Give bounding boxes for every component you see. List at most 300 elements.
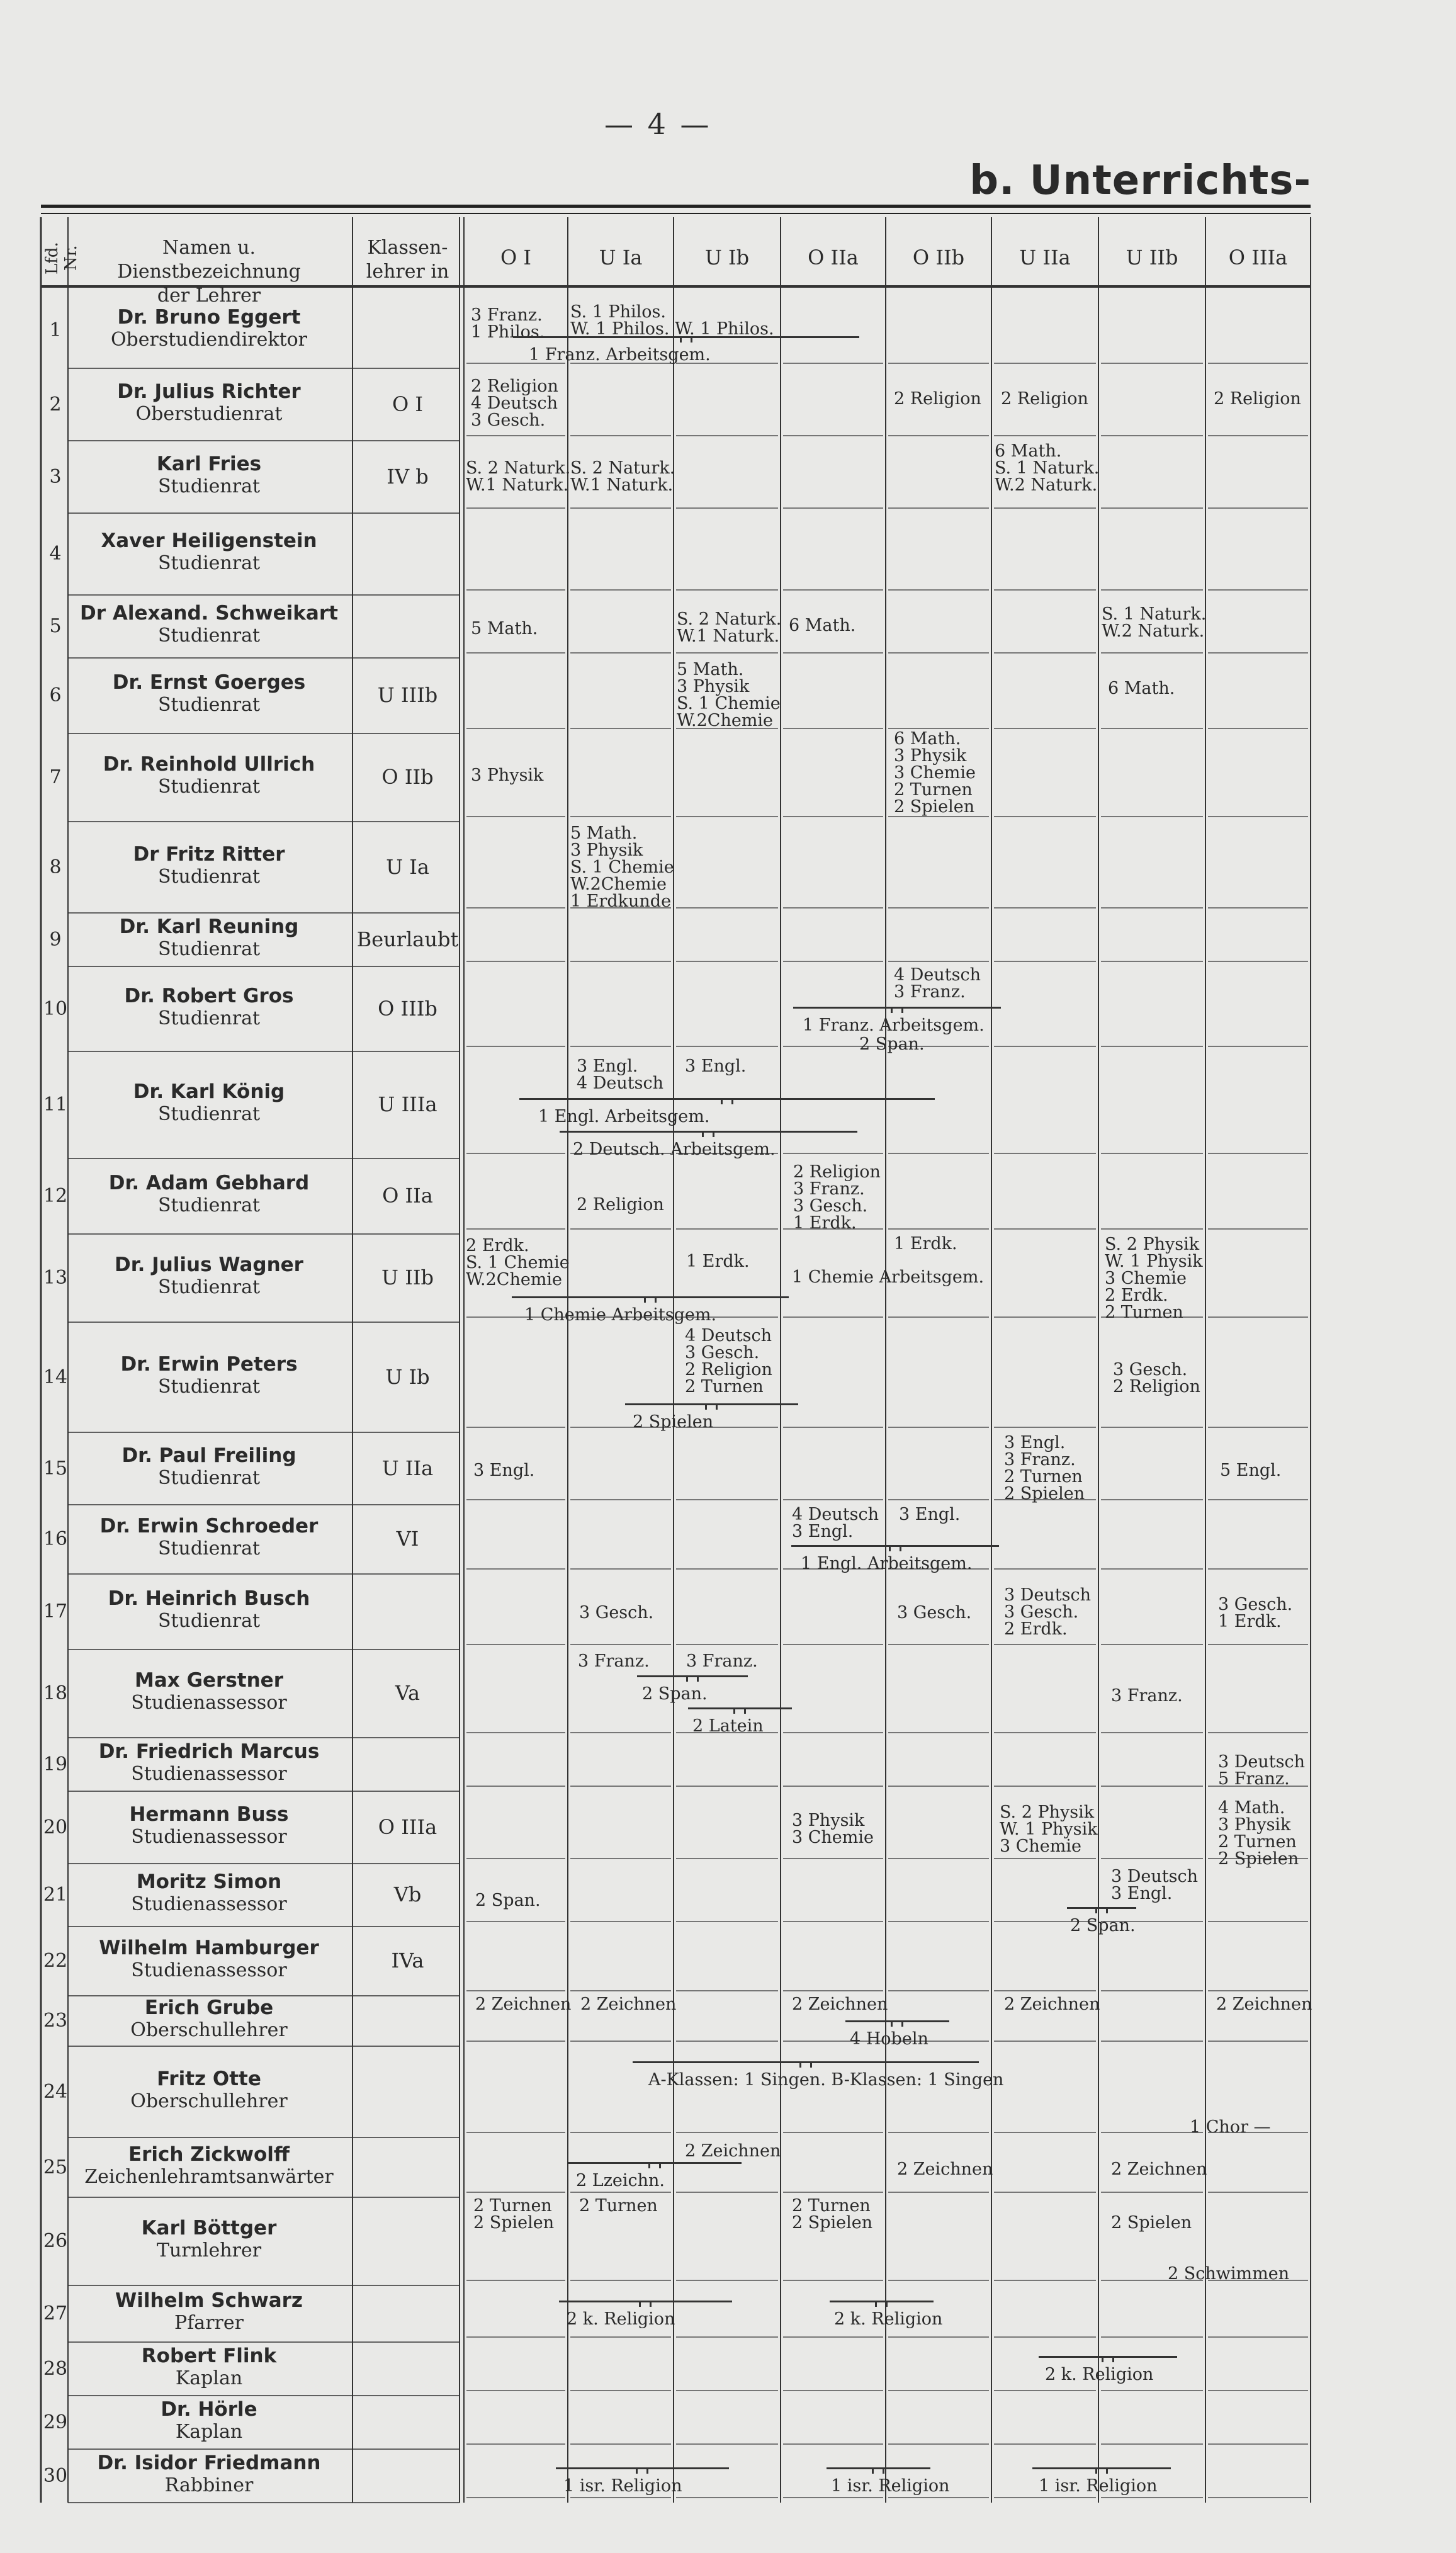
teacher-title: Studienrat bbox=[157, 625, 261, 647]
header-class-uiia: U IIa bbox=[1019, 246, 1071, 269]
lesson-line: 3 Physik bbox=[677, 677, 750, 696]
lesson-line: 2 Erdk. bbox=[466, 1236, 529, 1255]
teacher-title: Studienassessor bbox=[131, 1893, 287, 1915]
lesson-line: 3 Physik bbox=[570, 841, 643, 860]
teacher-name: Dr Fritz Ritter bbox=[133, 842, 285, 866]
lesson-entry bbox=[1218, 1596, 1292, 1630]
teacher-title: Studienassessor bbox=[131, 1825, 287, 1848]
lesson-entry bbox=[1214, 390, 1301, 407]
brace bbox=[1067, 1907, 1136, 1920]
lesson-line: W.2 Naturk. bbox=[1102, 621, 1205, 641]
lesson-entry bbox=[577, 1058, 663, 1092]
row-number: 17 bbox=[43, 1600, 68, 1622]
lesson-line: W.2Chemie bbox=[466, 1270, 563, 1289]
lesson-entry bbox=[792, 1812, 874, 1846]
lesson-line: 3 Engl. bbox=[899, 1505, 961, 1524]
row-number: 25 bbox=[43, 2156, 68, 2178]
row-number: 2 bbox=[49, 393, 62, 416]
teacher-name: Dr. Reinhold Ullrich bbox=[103, 753, 315, 776]
row-number: 26 bbox=[43, 2230, 68, 2252]
lesson-line: 2 Erdk. bbox=[1105, 1286, 1168, 1305]
row-number: 3 bbox=[49, 465, 62, 488]
lesson-entry bbox=[792, 1269, 984, 1286]
header-class-oiia: O IIa bbox=[808, 246, 859, 269]
lesson-entry bbox=[1220, 1462, 1281, 1479]
lesson-line: 1 isr. Religion bbox=[563, 2476, 682, 2496]
lesson-line: 5 Math. bbox=[570, 824, 638, 843]
lesson-line: S. 2 Naturk. bbox=[677, 609, 782, 629]
brace bbox=[791, 1545, 999, 1558]
brace bbox=[845, 2020, 949, 2034]
teacher-name: Karl Fries bbox=[156, 452, 262, 475]
teacher-title: Rabbiner bbox=[164, 2474, 254, 2496]
teacher-title: Studienrat bbox=[157, 1007, 261, 1029]
klassenlehrer: O I bbox=[392, 392, 424, 416]
lesson-line: 3 Physik bbox=[792, 1811, 865, 1830]
teacher-name: Dr. Erwin Peters bbox=[120, 1352, 298, 1376]
lesson-line: A-Klassen: 1 Singen. B-Klassen: 1 Singen bbox=[648, 2070, 1004, 2090]
lesson-entry bbox=[471, 378, 558, 429]
lesson-line: 4 Math. bbox=[1218, 1798, 1285, 1818]
lesson-line: 3 Gesch. bbox=[471, 410, 546, 430]
teacher-title: Studienassessor bbox=[131, 1959, 287, 1981]
lesson-line: 3 Franz. bbox=[686, 1651, 758, 1671]
lesson-line: 6 Math. bbox=[789, 616, 856, 635]
row-number: 30 bbox=[43, 2464, 68, 2487]
lesson-line: 2 Spielen bbox=[473, 2213, 555, 2233]
klassenlehrer: O IIb bbox=[381, 765, 434, 789]
lesson-line: 2 Span. bbox=[1070, 1916, 1136, 1935]
lesson-line: 2 Turnen bbox=[579, 2196, 658, 2216]
lesson-line: 3 Gesch. bbox=[1113, 1360, 1188, 1379]
lesson-line: S. 2 Physik bbox=[1105, 1235, 1200, 1254]
header-name-line1: Namen u. Dienstbezeichnung bbox=[117, 237, 301, 283]
lesson-entry bbox=[995, 443, 1099, 494]
lesson-entry bbox=[686, 1653, 758, 1670]
header-class-uia: U Ia bbox=[599, 246, 643, 269]
lesson-line: 2 Zeichnen bbox=[685, 2141, 781, 2161]
lesson-line: 3 Engl. bbox=[792, 1522, 854, 1541]
lesson-line: 2 Zeichnen bbox=[580, 1995, 677, 2014]
teacher-title: Studienrat bbox=[157, 865, 261, 888]
lesson-entry bbox=[580, 1996, 676, 2013]
row-number: 20 bbox=[43, 1816, 68, 1838]
lesson-line: 4 Deutsch bbox=[894, 965, 981, 985]
lesson-line: S. 1 Chemie bbox=[466, 1253, 570, 1272]
teacher-title: Turnlehrer bbox=[156, 2239, 262, 2261]
lesson-line: S. 1 Philos. bbox=[570, 302, 666, 322]
lesson-line: W. 1 Physik bbox=[1105, 1252, 1203, 1271]
lesson-line: 2 Turnen bbox=[1004, 1467, 1083, 1486]
lesson-line: 2 Spielen bbox=[792, 2213, 873, 2233]
lesson-line: 6 Math. bbox=[894, 729, 961, 749]
lesson-entry bbox=[792, 1996, 888, 2013]
teacher-title: Oberschullehrer bbox=[130, 2019, 288, 2041]
klassenlehrer: U IIIa bbox=[378, 1092, 437, 1116]
lesson-line: 3 Gesch. bbox=[1004, 1602, 1079, 1622]
teacher-title: Kaplan bbox=[175, 2367, 243, 2389]
teacher-title: Studienrat bbox=[157, 937, 261, 960]
lesson-entry bbox=[1168, 2265, 1289, 2282]
lesson-entry bbox=[471, 307, 545, 341]
row-number: 11 bbox=[43, 1094, 68, 1116]
lesson-line: 5 Math. bbox=[471, 619, 538, 638]
lesson-line: 5 Math. bbox=[677, 660, 744, 679]
teacher-name: Dr. Isidor Friedmann bbox=[97, 2451, 321, 2474]
lesson-line: 2 Religion bbox=[1113, 1377, 1200, 1396]
teacher-name: Karl Böttger bbox=[141, 2217, 277, 2239]
lesson-line: 1 Erdk. bbox=[894, 1234, 957, 1254]
lesson-entry bbox=[475, 1996, 571, 2013]
lesson-line: 2 Turnen bbox=[1218, 1832, 1297, 1852]
teacher-title: Studienassessor bbox=[131, 1692, 287, 1714]
lesson-entry bbox=[899, 1506, 960, 1523]
teacher-title: Oberschullehrer bbox=[130, 2090, 288, 2112]
lesson-line: 2 Spielen bbox=[633, 1412, 714, 1432]
lesson-entry bbox=[1004, 1996, 1100, 2013]
lesson-line: 3 Engl. bbox=[577, 1056, 638, 1076]
lesson-line: 2 Zeichnen bbox=[1111, 2160, 1207, 2179]
teacher-name: Dr. Adam Gebhard bbox=[108, 1172, 310, 1194]
brace bbox=[513, 336, 859, 349]
lesson-entry bbox=[894, 730, 976, 815]
row-number: 13 bbox=[43, 1267, 68, 1289]
teacher-name: Fritz Otte bbox=[157, 2067, 261, 2090]
lesson-line: 2 Span. bbox=[475, 1891, 541, 1910]
klassenlehrer: U Ia bbox=[386, 854, 429, 879]
lesson-entry bbox=[1111, 2214, 1192, 2231]
lesson-line: 2 Schwimmen bbox=[1168, 2264, 1290, 2284]
teacher-name: Moritz Simon bbox=[136, 1871, 282, 1893]
lesson-line: 3 Gesch. bbox=[685, 1343, 760, 1362]
teacher-name: Max Gerstner bbox=[135, 1669, 283, 1692]
header-class-uib: U Ib bbox=[704, 246, 750, 269]
teacher-title: Zeichenlehramtsanwärter bbox=[84, 2165, 334, 2188]
lesson-entry bbox=[473, 1462, 534, 1479]
teacher-name: Dr. Robert Gros bbox=[124, 984, 294, 1007]
teacher-title: Studienrat bbox=[157, 1537, 261, 1560]
lesson-entry bbox=[1218, 1753, 1305, 1787]
lesson-entry bbox=[1111, 1687, 1183, 1704]
teacher-title: Studienassessor bbox=[131, 1762, 287, 1785]
brace bbox=[1039, 2356, 1177, 2369]
lesson-entry bbox=[1108, 680, 1175, 697]
klassenlehrer: Va bbox=[395, 1681, 420, 1705]
lesson-entry bbox=[685, 2143, 781, 2160]
row-number: 24 bbox=[43, 2080, 68, 2103]
row-number: 18 bbox=[43, 1682, 68, 1704]
lesson-line: 1 Philos. bbox=[471, 322, 545, 342]
row-number: 16 bbox=[43, 1528, 68, 1550]
row-number: 5 bbox=[49, 615, 62, 637]
header-class-oi: O I bbox=[500, 246, 532, 269]
lesson-entry bbox=[579, 1604, 653, 1621]
teacher-name: Wilhelm Hamburger bbox=[99, 1937, 319, 1959]
lesson-line: 2 Spielen bbox=[1111, 2213, 1192, 2233]
lesson-line: 2 Spielen bbox=[1218, 1849, 1299, 1869]
lesson-line: 2 Zeichnen bbox=[1004, 1995, 1100, 2014]
brace bbox=[827, 2467, 930, 2481]
teacher-title: Studienrat bbox=[157, 694, 261, 716]
teacher-name: Hermann Buss bbox=[129, 1803, 289, 1826]
header-class-oiib: O IIb bbox=[912, 246, 965, 269]
row-number: 29 bbox=[43, 2411, 68, 2433]
brace bbox=[633, 2061, 979, 2075]
header-lfd-nr: Lfd. Nr. bbox=[43, 242, 81, 275]
lesson-line: W. 1 Physik bbox=[1000, 1820, 1098, 1839]
lesson-entry bbox=[1216, 1996, 1312, 2013]
lesson-line: 3 Physik bbox=[471, 766, 544, 785]
teacher-title: Studienrat bbox=[157, 552, 261, 574]
teacher-name: Xaver Heiligenstein bbox=[101, 529, 317, 552]
teacher-name: Dr. Friedrich Marcus bbox=[98, 1740, 320, 1763]
lesson-line: 2 Spielen bbox=[894, 797, 975, 817]
teacher-title: Studienrat bbox=[157, 1276, 261, 1298]
lesson-line: 3 Deutsch bbox=[1004, 1585, 1091, 1605]
teacher-title: Studienrat bbox=[157, 1375, 261, 1398]
lesson-line: 1 Engl. Arbeitsgem. bbox=[538, 1107, 710, 1126]
lesson-line: S. 1 Naturk. bbox=[995, 458, 1100, 478]
lesson-line: 2 Zeichnen bbox=[475, 1995, 572, 2014]
teacher-title: Oberstudienrat bbox=[135, 402, 283, 425]
lesson-line: 3 Deutsch bbox=[1218, 1752, 1305, 1772]
row-number: 15 bbox=[43, 1457, 68, 1480]
lesson-line: W.2Chemie bbox=[570, 875, 667, 894]
lesson-entry bbox=[466, 1237, 570, 1288]
lesson-line: 2 k. Religion bbox=[567, 2309, 675, 2329]
lesson-line: 3 Engl. bbox=[1111, 1884, 1173, 1903]
brace bbox=[830, 2301, 934, 2314]
klassenlehrer: U IIb bbox=[381, 1265, 434, 1289]
lesson-entry bbox=[570, 460, 675, 494]
lesson-line: 2 Religion bbox=[793, 1162, 881, 1182]
lesson-line: 4 Deutsch bbox=[471, 393, 558, 413]
klassenlehrer: U IIIb bbox=[377, 683, 438, 707]
teacher-name: Dr. Heinrich Busch bbox=[108, 1587, 310, 1610]
teacher-name: Wilhelm Schwarz bbox=[115, 2289, 303, 2312]
lesson-line: 2 Spielen bbox=[1004, 1484, 1085, 1503]
lesson-line: 2 Turnen bbox=[894, 780, 973, 800]
lesson-line: 2 Zeichnen bbox=[1216, 1995, 1312, 2014]
lesson-line: 3 Chemie bbox=[792, 1828, 874, 1847]
lesson-line: S. 2 Naturk. bbox=[570, 458, 675, 478]
lesson-entry bbox=[897, 1604, 971, 1621]
lesson-line: W.2 Naturk. bbox=[995, 475, 1098, 495]
lesson-entry bbox=[1004, 1587, 1091, 1638]
lesson-line: 2 Span. bbox=[859, 1034, 925, 1054]
lesson-line: 2 Zeichnen bbox=[897, 2160, 993, 2179]
teacher-title: Oberstudiendirektor bbox=[110, 329, 308, 351]
lesson-line: 3 Deutsch bbox=[1111, 1867, 1198, 1886]
lesson-line: W.1 Naturk. bbox=[466, 475, 569, 495]
lesson-entry bbox=[1001, 390, 1088, 407]
header-class-uiib: U IIb bbox=[1126, 246, 1178, 269]
lesson-entry bbox=[471, 767, 543, 784]
lesson-line: 2 Lzeichn. bbox=[576, 2171, 665, 2190]
teacher-name: Erich Grube bbox=[144, 1996, 274, 2019]
lesson-line: 3 Engl. bbox=[1004, 1433, 1066, 1452]
lesson-line: 6 Math. bbox=[995, 441, 1062, 461]
lesson-line: 2 Religion bbox=[685, 1360, 772, 1379]
lesson-line: 2 k. Religion bbox=[1045, 2365, 1154, 2384]
lesson-line: 5 Franz. bbox=[1218, 1769, 1290, 1789]
lesson-line: 2 Turnen bbox=[792, 2196, 871, 2216]
lesson-entry bbox=[677, 611, 781, 645]
header-klassen-col bbox=[356, 236, 460, 284]
lesson-entry bbox=[577, 1196, 664, 1213]
teacher-name: Dr. Bruno Eggert bbox=[117, 306, 301, 329]
section-heading: b. Unterrichts- bbox=[969, 157, 1311, 204]
page-number: — 4 — bbox=[604, 107, 712, 141]
row-number: 22 bbox=[43, 1950, 68, 1972]
teacher-name: Dr. Karl Reuning bbox=[119, 915, 299, 938]
lesson-line: 3 Engl. bbox=[473, 1461, 535, 1480]
lesson-line: 3 Chemie bbox=[1000, 1837, 1082, 1856]
lesson-entry bbox=[466, 460, 570, 494]
header-name-line2: der Lehrer bbox=[157, 285, 261, 307]
teacher-name: Robert Flink bbox=[141, 2344, 277, 2367]
teacher-title: Pfarrer bbox=[174, 2312, 244, 2334]
lesson-line: 2 Turnen bbox=[685, 1377, 764, 1396]
lesson-line: 3 Physik bbox=[894, 746, 967, 766]
lesson-entry bbox=[1190, 2119, 1271, 2136]
teacher-name: Dr. Julius Wagner bbox=[115, 1254, 303, 1276]
brace bbox=[559, 2301, 732, 2314]
klassenlehrer: O IIIb bbox=[378, 996, 437, 1021]
lesson-entry bbox=[1111, 1868, 1198, 1902]
lesson-entry bbox=[578, 1653, 650, 1670]
lesson-line: 1 Franz. Arbeitsgem. bbox=[529, 345, 711, 365]
lesson-entry bbox=[685, 1058, 746, 1075]
brace bbox=[625, 1403, 798, 1417]
row-number: 1 bbox=[49, 319, 62, 341]
teacher-title: Studienrat bbox=[157, 475, 261, 497]
lesson-line: W.2Chemie bbox=[677, 711, 774, 730]
lesson-entry bbox=[897, 2161, 993, 2178]
lesson-line: 3 Franz. bbox=[471, 305, 543, 325]
teacher-name: Erich Zickwolff bbox=[128, 2143, 290, 2166]
lesson-line: 1 isr. Religion bbox=[831, 2476, 950, 2496]
brace bbox=[793, 1007, 1001, 1020]
lesson-line: 4 Deutsch bbox=[577, 1073, 663, 1093]
lesson-entry bbox=[1111, 2161, 1207, 2178]
lesson-line: 2 Erdk. bbox=[1004, 1619, 1068, 1639]
brace bbox=[556, 2467, 729, 2481]
lesson-line: S. 1 Chemie bbox=[570, 858, 674, 877]
row-number: 8 bbox=[49, 856, 62, 878]
klassenlehrer: Vb bbox=[393, 1882, 422, 1906]
klassenlehrer: Beurlaubt bbox=[356, 927, 459, 951]
lesson-line: 2 Zeichnen bbox=[792, 1995, 888, 2014]
brace bbox=[512, 1296, 789, 1310]
lesson-entry bbox=[1004, 1434, 1085, 1502]
lesson-line: 3 Franz. bbox=[793, 1179, 865, 1199]
lesson-line: 2 Religion bbox=[471, 376, 558, 396]
lesson-line: 1 Erdk. bbox=[686, 1252, 750, 1271]
teacher-name: Dr. Hörle bbox=[161, 2397, 257, 2421]
lesson-line: 1 Chemie Arbeitsgem. bbox=[524, 1305, 717, 1325]
lesson-line: 1 Erdk. bbox=[1218, 1612, 1282, 1631]
lesson-line: 1 Chor — bbox=[1190, 2117, 1271, 2137]
lesson-line: W.1 Naturk. bbox=[677, 626, 780, 646]
teacher-name: Dr. Paul Freiling bbox=[121, 1444, 296, 1467]
lesson-line: 3 Gesch. bbox=[793, 1196, 868, 1216]
lesson-entry bbox=[1102, 606, 1206, 640]
klassenlehrer: VI bbox=[396, 1527, 419, 1551]
lesson-line: 5 Engl. bbox=[1220, 1461, 1282, 1480]
brace bbox=[688, 1707, 792, 1721]
lesson-entry bbox=[677, 661, 781, 729]
lesson-entry bbox=[1113, 1361, 1200, 1395]
lesson-entry bbox=[570, 303, 774, 337]
row-number: 4 bbox=[49, 543, 62, 565]
lesson-line: 1 Franz. Arbeitsgem. bbox=[803, 1016, 985, 1035]
lesson-line: 3 Franz. bbox=[578, 1651, 650, 1671]
lesson-entry bbox=[789, 617, 855, 634]
teacher-title: Kaplan bbox=[175, 2420, 243, 2443]
lesson-entry bbox=[1000, 1804, 1098, 1855]
brace bbox=[637, 1675, 748, 1689]
teacher-name: Dr. Julius Richter bbox=[117, 380, 301, 403]
lesson-entry bbox=[579, 2197, 658, 2214]
brace bbox=[568, 2162, 742, 2175]
lesson-line: S. 2 Physik bbox=[1000, 1803, 1095, 1822]
lesson-line: 1 isr. Religion bbox=[1039, 2476, 1158, 2496]
header-class-oiiia: O IIIa bbox=[1228, 246, 1288, 269]
lesson-line: 3 Gesch. bbox=[1218, 1595, 1293, 1614]
lesson-line: 2 Span. bbox=[642, 1684, 708, 1704]
lesson-line: 3 Franz. bbox=[894, 982, 966, 1002]
lesson-line: 2 Turnen bbox=[473, 2196, 552, 2216]
row-number: 21 bbox=[43, 1884, 68, 1906]
lesson-line: 2 Turnen bbox=[1105, 1303, 1183, 1322]
klassenlehrer: U Ib bbox=[385, 1364, 430, 1389]
lesson-line: 2 Latein bbox=[692, 1716, 764, 1736]
klassenlehrer: IVa bbox=[391, 1949, 424, 1973]
lesson-line: 3 Chemie bbox=[1105, 1269, 1187, 1288]
lesson-line: S. 1 Chemie bbox=[677, 694, 781, 713]
lesson-entry bbox=[1218, 1799, 1299, 1867]
lesson-line: W.1 Naturk. bbox=[570, 475, 674, 495]
klassenlehrer: IV b bbox=[387, 464, 429, 489]
lesson-line: 1 Erdk. bbox=[793, 1213, 857, 1233]
lesson-entry bbox=[471, 620, 538, 637]
lesson-line: 2 Religion bbox=[1214, 389, 1301, 409]
klassenlehrer: U IIa bbox=[381, 1456, 434, 1480]
lesson-entry bbox=[859, 1036, 925, 1053]
brace bbox=[560, 1131, 857, 1144]
header-klassen-line1: Klassen- bbox=[367, 237, 448, 259]
teacher-name: Dr. Ernst Goerges bbox=[112, 671, 306, 694]
lesson-line: 2 Deutsch. Arbeitsgem. bbox=[573, 1140, 776, 1159]
teacher-name: Dr. Karl König bbox=[133, 1080, 285, 1103]
teacher-title: Studienrat bbox=[157, 1610, 261, 1632]
lesson-line: 3 Gesch. bbox=[897, 1603, 972, 1622]
lesson-entry bbox=[570, 825, 674, 910]
lesson-entry bbox=[793, 1163, 881, 1231]
row-number: 14 bbox=[43, 1366, 68, 1388]
brace bbox=[1032, 2467, 1171, 2481]
row-number: 19 bbox=[43, 1753, 68, 1775]
lesson-line: 3 Physik bbox=[1218, 1815, 1291, 1835]
lesson-line: 4 Deutsch bbox=[685, 1326, 772, 1345]
lesson-line: 3 Gesch. bbox=[579, 1603, 654, 1622]
lesson-entry bbox=[792, 2197, 872, 2231]
teacher-title: Studienrat bbox=[157, 776, 261, 798]
lesson-line: 4 Deutsch bbox=[792, 1505, 879, 1524]
lesson-line: 2 Religion bbox=[894, 389, 981, 409]
lesson-line: 3 Franz. bbox=[1111, 1686, 1183, 1706]
